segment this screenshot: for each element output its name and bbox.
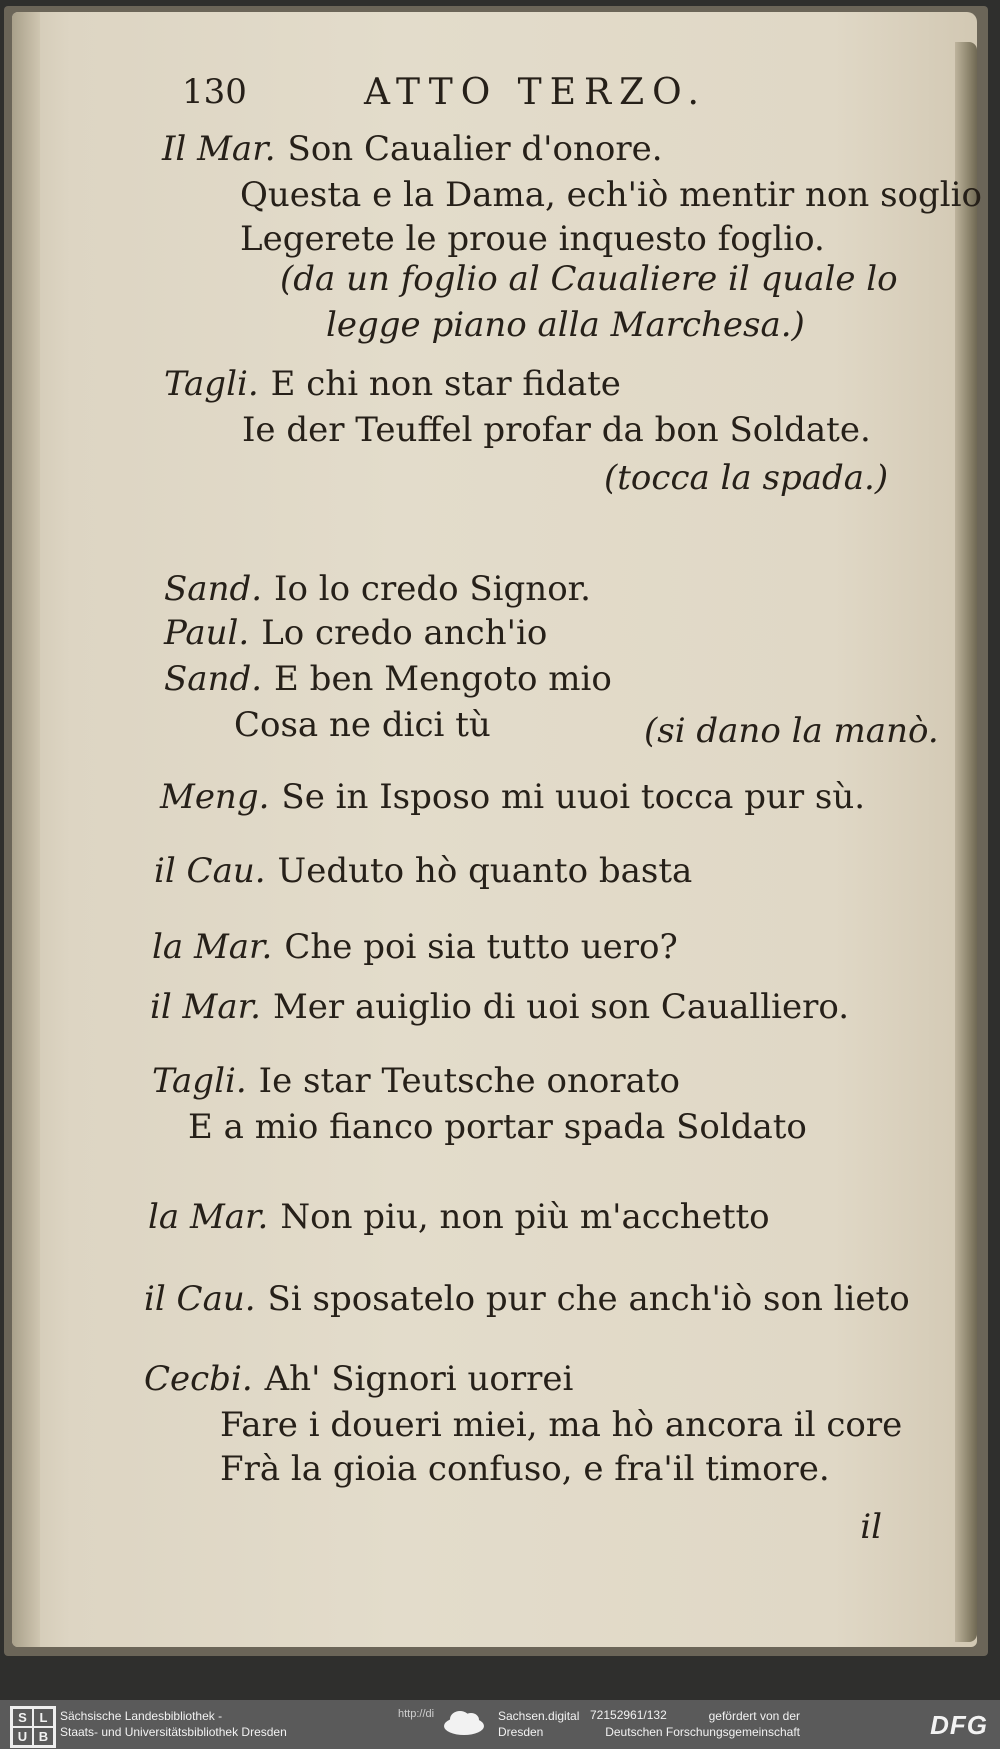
provider-name[interactable]: Sachsen.digital Dresden [498,1709,580,1739]
speaker: la Mar. [148,1197,269,1237]
verse-line: Legerete le proue inquesto foglio. [240,219,825,259]
verse-line: Ueduto hò quanto basta [277,851,693,891]
verse-line: Lo credo anch'io [261,613,548,653]
verse-line: Ie der Teuffel profar da bon Soldate. [242,410,871,450]
stage-line: (da un foglio al Caualiere il quale lo [280,259,898,299]
speaker: Cecbi. [144,1359,253,1399]
verse-line: E ben Mengoto mio [274,659,612,699]
speaker: la Mar. [152,927,273,967]
speaker: Sand. [164,659,263,699]
viewer-footer [0,1700,1000,1749]
verse-line: Si sposatelo pur che anch'iò son lieto [267,1279,910,1319]
funding-note: gefördert von der Deutschen Forschungsgemeinschaft [605,1709,800,1739]
stage-line: legge piano alla Marchesa.) [326,305,805,345]
verse-line: Cosa ne dici tù [234,705,491,745]
verse-line: Ie star Teutsche onorato [258,1061,680,1101]
verse-line: Questa e la Dama, ech'iò mentir non soglio [240,175,983,215]
speaker: il Mar. [150,987,261,1027]
verse-line: Ah' Signori uorrei [264,1359,574,1399]
book-page [12,12,983,1647]
cloud-icon [440,1708,488,1736]
speaker: Tagli. [164,364,259,404]
verse-line: E chi non star fidate [270,364,621,404]
permalink-url[interactable]: http://di [398,1708,435,1720]
speaker: Paul. [164,613,250,653]
running-title: ATTO TERZO. [364,72,707,113]
verse-line: Son Caualier d'onore. [287,129,663,169]
speaker: il Cau. [144,1279,256,1319]
page-left-edge [12,12,40,1647]
verse-line: Io lo credo Signor. [274,569,591,609]
page-right-edge [955,42,977,1642]
stage-direction-3: (si dano la manò. [644,711,939,751]
speaker: il Cau. [154,851,266,891]
slub-logo[interactable]: S L U B [10,1706,56,1748]
verse-line: Se in Isposo mi uuoi tocca pur sù. [281,777,866,817]
dfg-logo[interactable]: DFG [930,1710,988,1740]
verse-line: Mer auiglio di uoi son Caualliero. [272,987,850,1027]
speaker: Sand. [164,569,263,609]
permalink-tail[interactable]: 72152961/132 [590,1708,667,1722]
verse-line: Fare i doueri miei, ma hò ancora il core [220,1405,903,1445]
verse-line: Non piu, non più m'acchetto [280,1197,770,1237]
speaker: Tagli. [152,1061,247,1101]
verse-line: E a mio fianco portar spada Soldato [188,1107,807,1147]
verse-line: Frà la gioia confuso, e fra'il timore. [220,1449,830,1489]
page-number: 130 [182,72,247,112]
page-header [182,72,802,122]
verse-line: Che poi sia tutto uero? [284,927,678,967]
speaker: Il Mar. [162,129,276,169]
catchword: il [860,1507,882,1547]
speaker: Meng. [160,777,270,817]
stage-direction-2: (tocca la spada.) [604,458,889,498]
library-name[interactable]: Sächsische Landesbibliothek - Staats- und Universitätsbibliothek Dresden [60,1709,287,1739]
